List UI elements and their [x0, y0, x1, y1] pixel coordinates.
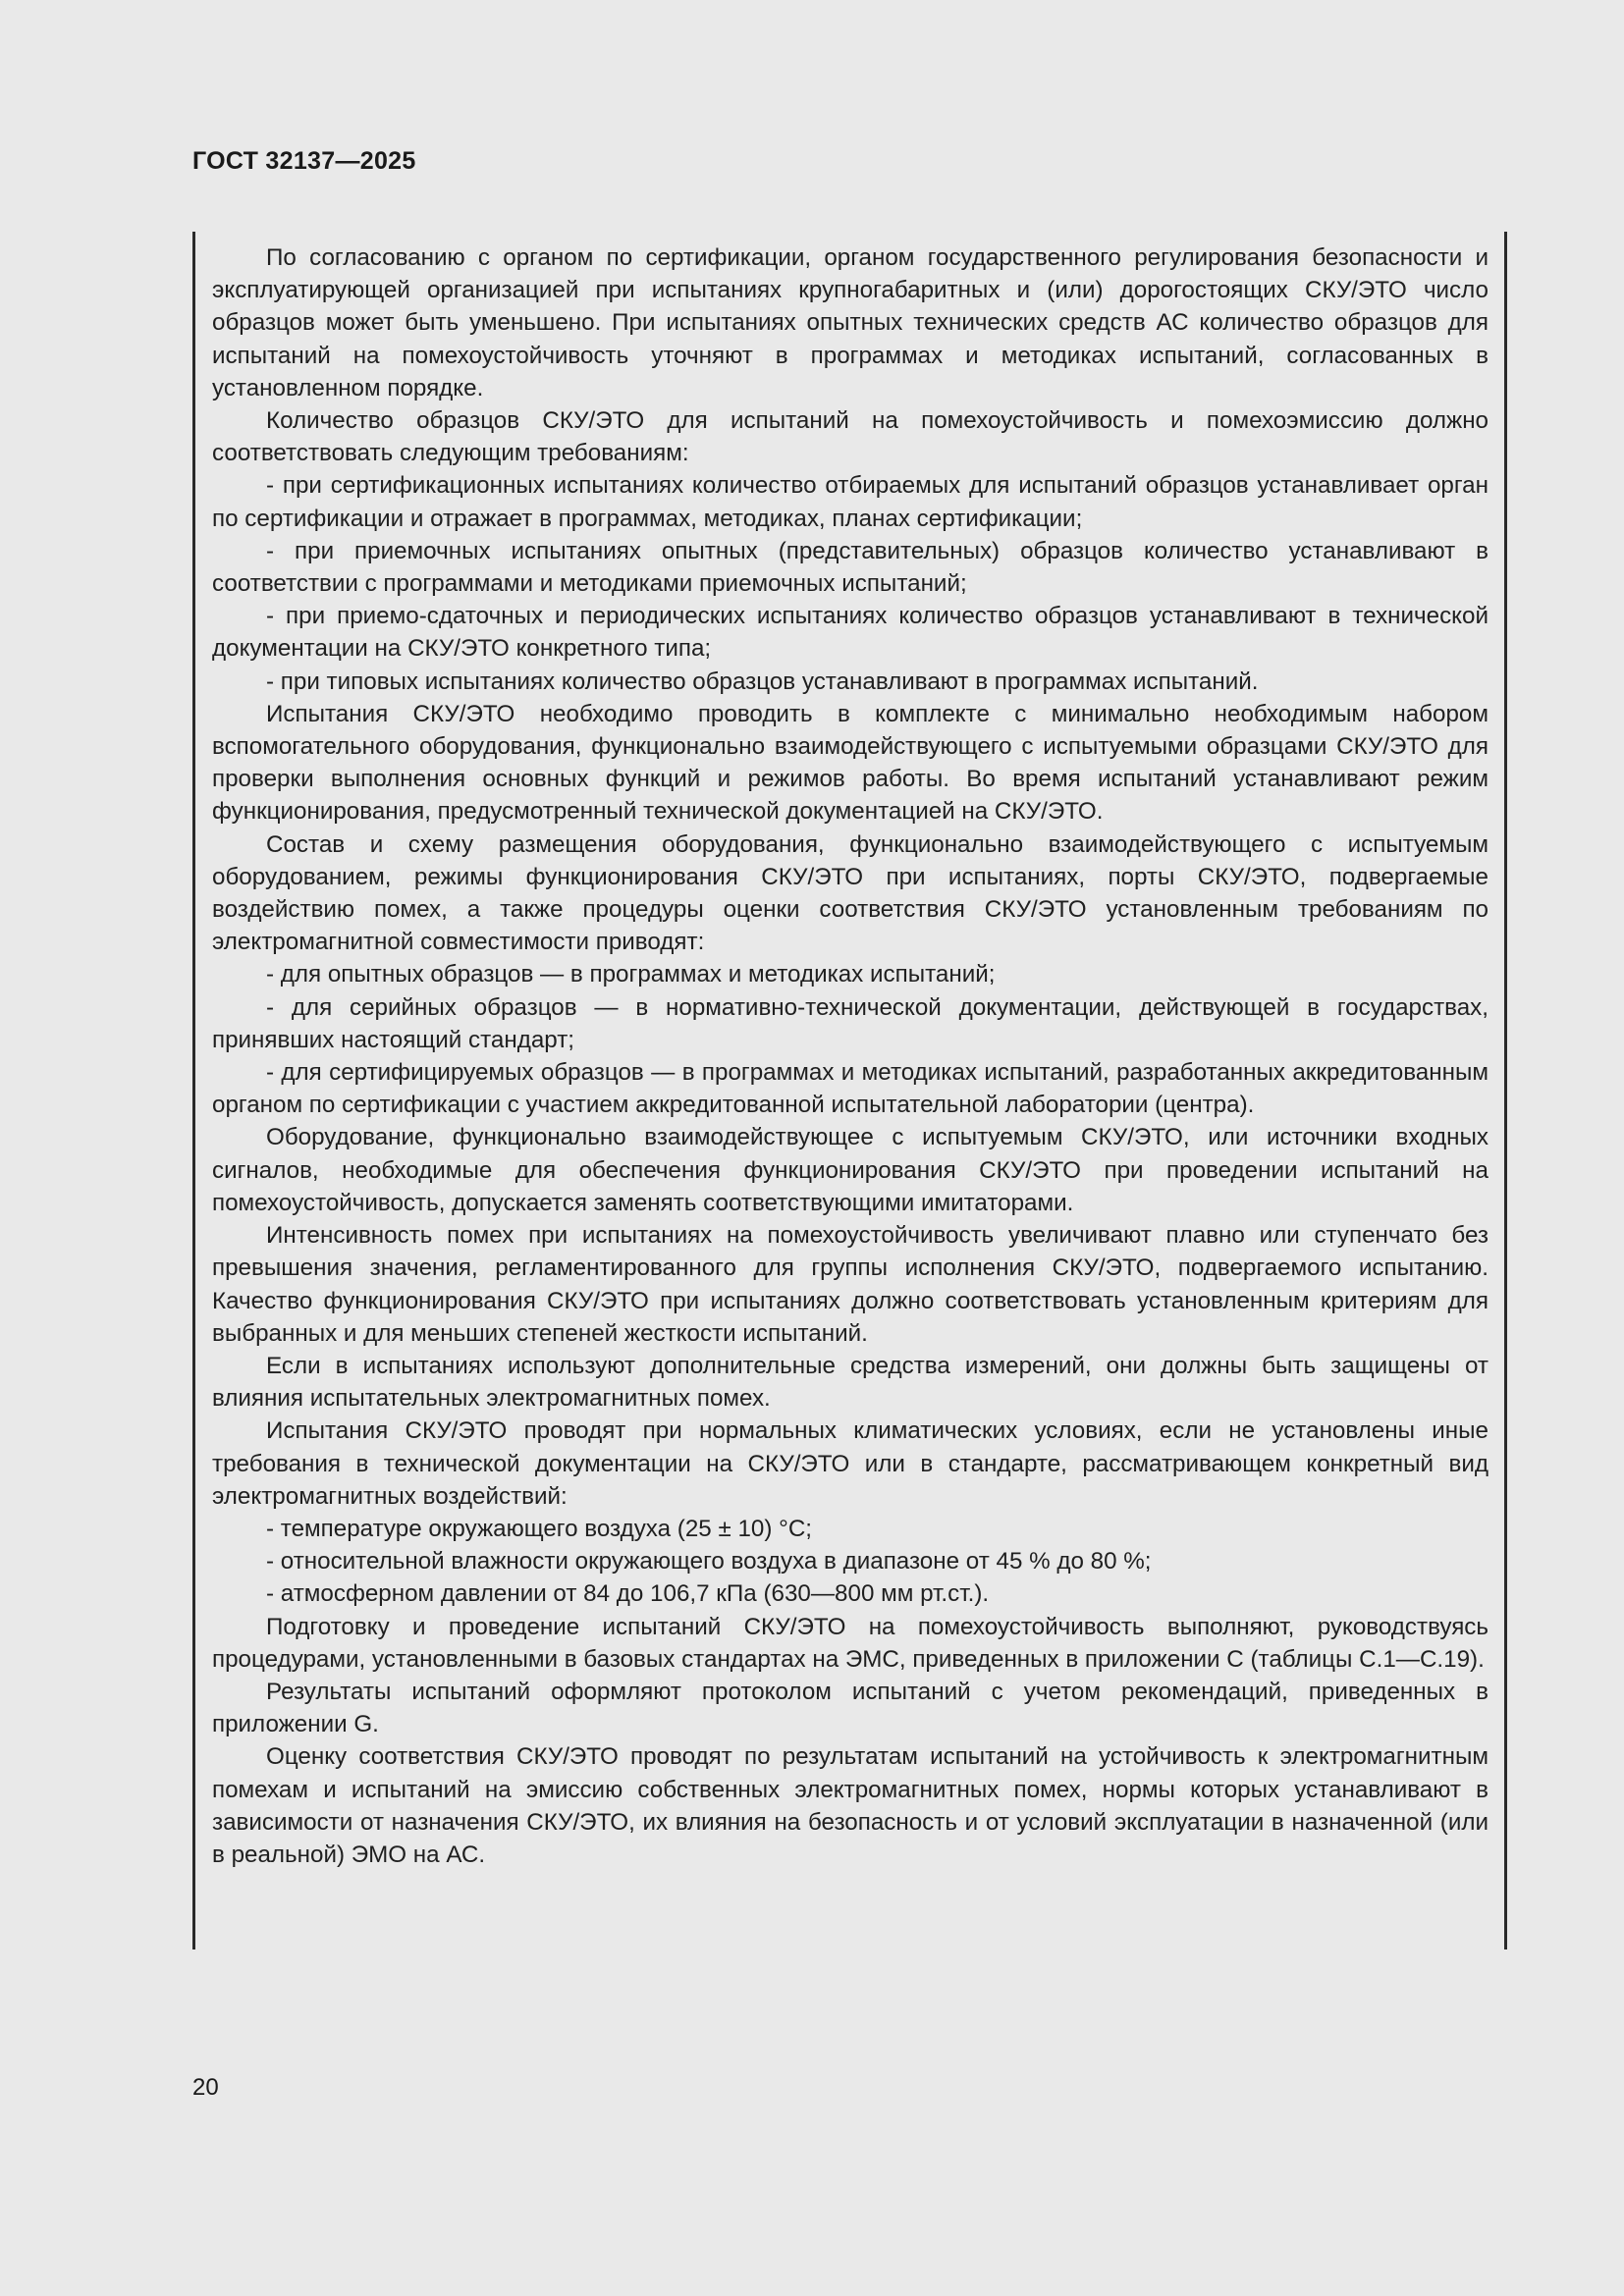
list-item: - для сертифицируемых образцов — в программах и методиках испытаний, разработанных аккредитованным органом по сертификации с участием аккредитованной испытательной лаборатории (центра). [212, 1059, 1489, 1119]
list-item: - для опытных образцов — в программах и методиках испытаний; [266, 961, 996, 988]
list-item: - при приемо-сдаточных и периодических испытаниях количество образцов устанавливают в технической документации на СКУ/ЭТО конкретного типа; [212, 603, 1489, 663]
paragraph: Испытания СКУ/ЭТО необходимо проводить в комплекте с минимально необходимым набором вспомогательного оборудования, функционально взаимодействующего с испытуемыми образцами СКУ/ЭТО для проверки выполнения основных функций и режимов работы. Во время испытаний устанавливают режим функционирования, предусмотренный технической документацией на СКУ/ЭТО. [212, 700, 1489, 826]
paragraph: Подготовку и проведение испытаний СКУ/ЭТО на помехоустойчивость выполняют, руководствуясь процедурами, установленными в базовых стандартах на ЭМС, приведенных в приложении С (таблицы С.1—С.19). [212, 1613, 1489, 1673]
paragraph: Состав и схему размещения оборудования, функционально взаимодействующего с испытуемым оборудованием, режимы функционирования СКУ/ЭТО при испытаниях, порты СКУ/ЭТО, подвергаемые воздействию помех, а также процедуры оценки соответствия СКУ/ЭТО установленным требованиям по электромагнитной совместимости приводят: [212, 830, 1489, 956]
document-body [192, 232, 1507, 1949]
list-item: - относительной влажности окружающего воздуха в диапазоне от 45 % до 80 %; [266, 1548, 1152, 1575]
list-item: - при типовых испытаниях количество образцов устанавливают в программах испытаний. [266, 667, 1259, 695]
document-header: ГОСТ 32137—2025 [192, 147, 416, 175]
paragraph: Оборудование, функционально взаимодействующее с испытуемым СКУ/ЭТО, или источники входных сигналов, необходимые для обеспечения функционирования СКУ/ЭТО при проведении испытаний на помехоустойчивость, допускается заменять соответствующими имитаторами. [212, 1124, 1489, 1216]
paragraph: Результаты испытаний оформляют протоколом испытаний с учетом рекомендаций, приведенных в приложении G. [212, 1678, 1489, 1738]
paragraph: Оценку соответствия СКУ/ЭТО проводят по результатам испытаний на устойчивость к электромагнитным помехам и испытаний на эмиссию собственных электромагнитных помех, нормы которых устанавливают в зависимости от назначения СКУ/ЭТО, их влияния на безопасность и от условий эксплуатации в назначенной (или в реальной) ЭМО на АС. [212, 1743, 1489, 1868]
list-item: - атмосферном давлении от 84 до 106,7 кПа (630—800 мм рт.ст.). [266, 1580, 990, 1608]
page-number: 20 [192, 2074, 219, 2101]
list-item: - при сертификационных испытаниях количество отбираемых для испытаний образцов устанавливает орган по сертификации и отражает в программах, методиках, планах сертификации; [212, 472, 1489, 532]
paragraph: По согласованию с органом по сертификации, органом государственного регулирования безопасности и эксплуатирующей организацией при испытаниях крупногабаритных и (или) дорогостоящих СКУ/ЭТО число образцов может быть уменьшено. При испытаниях опытных технических средств АС количество образцов для испытаний на помехоустойчивость уточняют в программах и методиках испытаний, согласованных в установленном порядке. [212, 244, 1489, 401]
paragraph: Количество образцов СКУ/ЭТО для испытаний на помехоустойчивость и помехоэмиссию должно соответствовать следующим требованиям: [212, 407, 1489, 467]
list-item: - для серийных образцов — в нормативно-технической документации, действующей в государствах, принявших настоящий стандарт; [212, 993, 1489, 1053]
list-item: - при приемочных испытаниях опытных (представительных) образцов количество устанавливают в соответствии с программами и методиками приемочных испытаний; [212, 537, 1489, 598]
paragraph: Испытания СКУ/ЭТО проводят при нормальных климатических условиях, если не установлены иные требования в технической документации на СКУ/ЭТО или в стандарте, рассматривающем конкретный вид электромагнитных воздействий: [212, 1417, 1489, 1510]
list-item: - температуре окружающего воздуха (25 ± 10) °С; [266, 1515, 813, 1542]
paragraph: Если в испытаниях используют дополнительные средства измерений, они должны быть защищены от влияния испытательных электромагнитных помех. [212, 1352, 1489, 1413]
paragraph: Интенсивность помех при испытаниях на помехоустойчивость увеличивают плавно или ступенчато без превышения значения, регламентированного для группы исполнения СКУ/ЭТО, подвергаемого испытанию. Качество функционирования СКУ/ЭТО при испытаниях должно соответствовать установленным критериям для выбранных и для меньших степеней жесткости испытаний. [212, 1222, 1489, 1347]
